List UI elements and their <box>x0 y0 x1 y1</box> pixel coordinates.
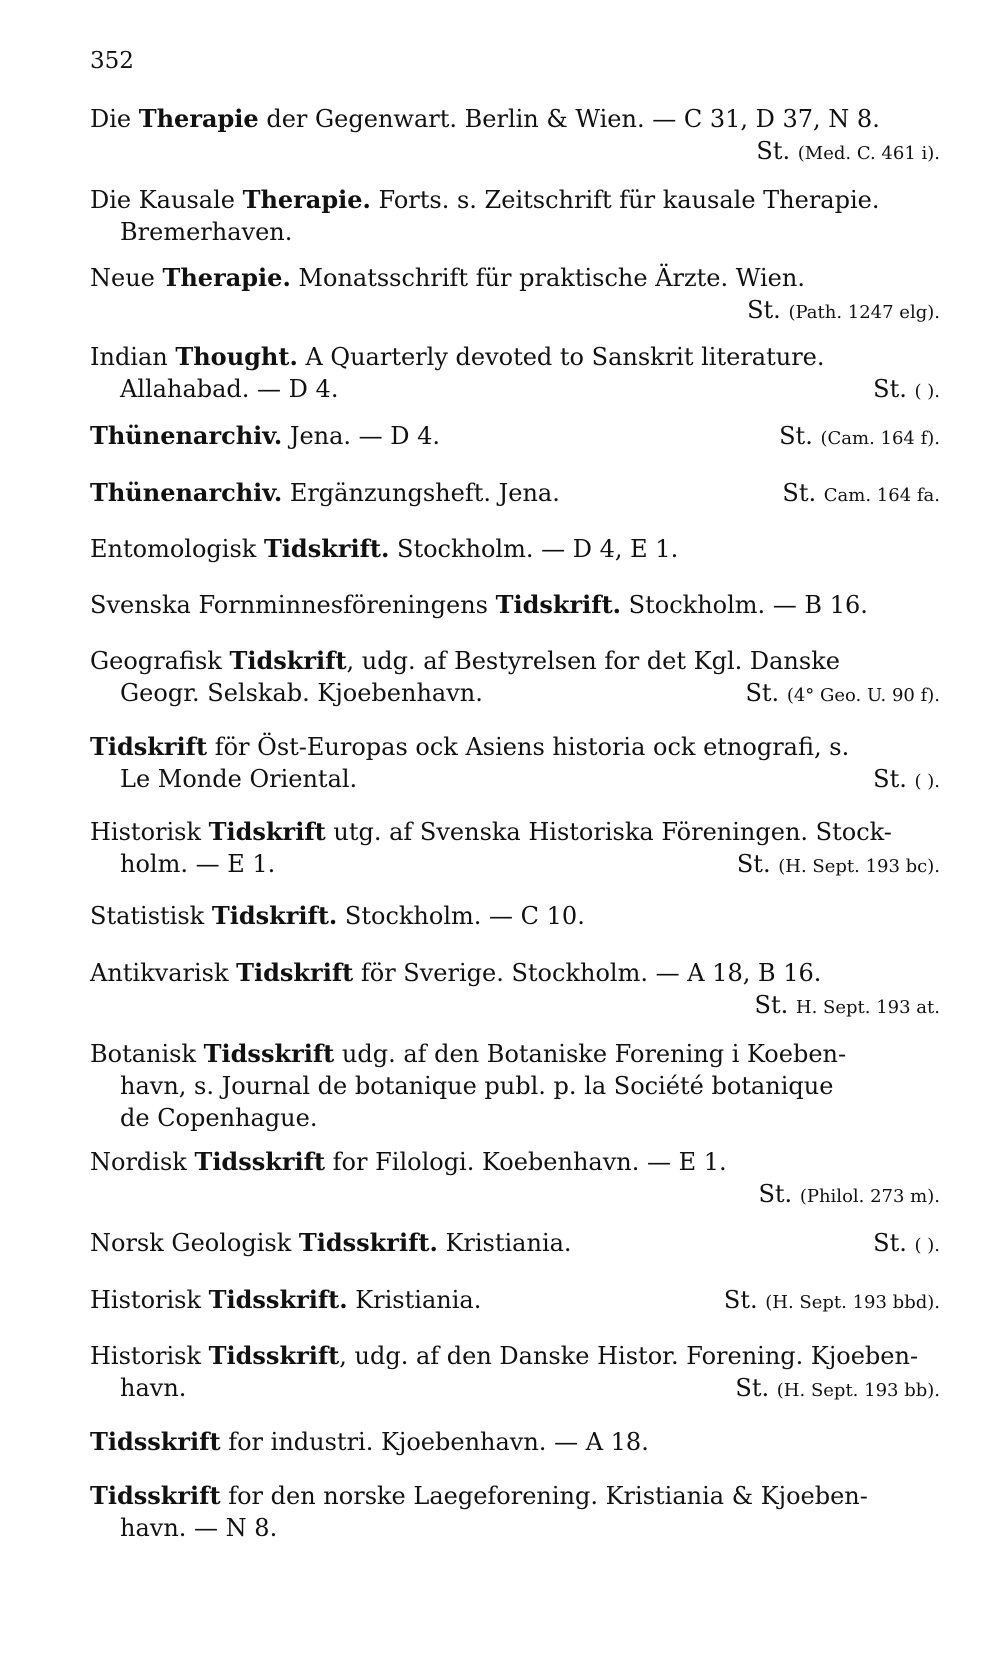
entry-line: Tidsskrift for industri. Kjoebenhavn. — A 18. <box>90 1427 649 1456</box>
shelfmark: St. ( ). <box>873 765 940 793</box>
entry-line <box>90 135 940 167</box>
entry-continuation: Allahabad. — D 4. St. ( ). <box>90 373 940 405</box>
keyword: Tidskrift. <box>263 534 390 563</box>
entry-line: Indian Thought. A Quarterly devoted to Sanskrit literature. <box>90 342 825 371</box>
entry <box>90 900 940 932</box>
entry <box>90 589 940 621</box>
keyword: Tidsskrift <box>208 1341 340 1370</box>
entry-line: Tidskrift för Öst-Europas ock Asiens historia ock etnografi, s. <box>90 732 850 761</box>
entry-continuation: Le Monde Oriental. St. ( ). <box>90 763 940 795</box>
keyword: Tidsskrift <box>90 1427 221 1456</box>
entry-line: Svenska Fornminnesföreningens Tidskrift. Stockholm. — B 16. <box>90 590 868 619</box>
entry-line: Geografisk Tidskrift, udg. af Bestyrelsen for det Kgl. Danske <box>90 646 840 675</box>
keyword: Thünenarchiv. <box>90 478 283 507</box>
entry-line: Thünenarchiv. Ergänzungsheft. Jena. St. Cam. 164 fa. <box>90 477 940 509</box>
entry-line: Historisk Tidsskrift. Kristiania. St. (H. Sept. 193 bbd). <box>90 1284 940 1316</box>
shelfmark: St. (Med. C. 461 i). <box>756 137 940 165</box>
entry <box>90 731 940 795</box>
shelfmark: St. (4° Geo. U. 90 f). <box>745 679 940 707</box>
entry-line: Botanisk Tidsskrift udg. af den Botaniske Forening i Koeben- <box>90 1039 847 1068</box>
keyword: Tidsskrift <box>203 1039 335 1068</box>
entry-continuation: havn. — N 8. <box>120 1514 278 1542</box>
entry-continuation: havn, s. Journal de botanique publ. p. la Société botanique <box>120 1072 834 1100</box>
keyword: Tidsskrift <box>90 1481 221 1510</box>
page-number: 352 <box>90 48 134 74</box>
entry <box>90 957 940 1021</box>
entry-continuation: holm. — E 1. St. (H. Sept. 193 bc). <box>90 848 940 880</box>
entry-continuation: havn. St. (H. Sept. 193 bb). <box>90 1372 940 1404</box>
keyword: Thought. <box>175 342 298 371</box>
entry-line: Historisk Tidsskrift, udg. af den Danske Histor. Forening. Kjoeben- <box>90 1341 919 1370</box>
keyword: Therapie. <box>242 185 371 214</box>
shelfmark: St. Cam. 164 fa. <box>782 479 940 507</box>
entry <box>90 1038 940 1134</box>
entry <box>90 1284 940 1316</box>
entry <box>90 103 940 167</box>
entry <box>90 1480 940 1544</box>
entry-line <box>90 294 940 326</box>
entry-line: Statistisk Tidskrift. Stockholm. — C 10. <box>90 901 585 930</box>
keyword: Tidskrift <box>90 732 208 761</box>
keyword: Tidskrift <box>229 646 347 675</box>
entry <box>90 1340 940 1404</box>
entry <box>90 1227 940 1259</box>
entry <box>90 645 940 709</box>
keyword: Tidsskrift. <box>208 1285 348 1314</box>
shelfmark: St. (H. Sept. 193 bb). <box>735 1374 940 1402</box>
shelfmark: St. H. Sept. 193 at. <box>754 991 940 1019</box>
shelfmark: St. ( ). <box>873 1229 940 1257</box>
entry-line: Die Kausale Therapie. Forts. s. Zeitschrift für kausale Therapie. <box>90 185 880 214</box>
shelfmark: St. (Path. 1247 elg). <box>747 296 940 324</box>
entry-continuation: Geogr. Selskab. Kjoebenhavn. St. (4° Geo. U. 90 f). <box>90 677 940 709</box>
entry-line: Norsk Geologisk Tidsskrift. Kristiania. St. ( ). <box>90 1227 940 1259</box>
entry <box>90 1146 940 1210</box>
keyword: Tidskrift. <box>211 901 338 930</box>
entry-line: Entomologisk Tidskrift. Stockholm. — D 4, E 1. <box>90 534 679 563</box>
entry-line: Antikvarisk Tidskrift för Sverige. Stockholm. — A 18, B 16. <box>90 958 822 987</box>
entry-line: Historisk Tidskrift utg. af Svenska Historiska Föreningen. Stock- <box>90 817 892 846</box>
entry <box>90 341 940 405</box>
entry <box>90 477 940 509</box>
keyword: Therapie. <box>162 263 291 292</box>
entry-line: Thünenarchiv. Jena. — D 4. St. (Cam. 164 f). <box>90 420 940 452</box>
entry-line: Neue Therapie. Monatsschrift für praktische Ärzte. Wien. <box>90 263 805 292</box>
entry <box>90 816 940 880</box>
entry-continuation: de Copenhague. <box>120 1104 318 1132</box>
entry-line: Tidsskrift for den norske Laegeforening. Kristiania & Kjoeben- <box>90 1481 868 1510</box>
entry <box>90 1426 940 1458</box>
keyword: Tidskrift. <box>495 590 622 619</box>
shelfmark: St. (H. Sept. 193 bbd). <box>723 1286 940 1314</box>
shelfmark: St. (Philol. 273 m). <box>758 1180 940 1208</box>
entry-line <box>90 989 940 1021</box>
keyword: Thünenarchiv. <box>90 421 283 450</box>
shelfmark: St. (Cam. 164 f). <box>779 422 940 450</box>
shelfmark: St. ( ). <box>873 375 940 403</box>
entry-line <box>90 1178 940 1210</box>
entry <box>90 420 940 452</box>
shelfmark: St. (H. Sept. 193 bc). <box>736 850 940 878</box>
entry <box>90 184 940 248</box>
keyword: Tidsskrift <box>194 1147 326 1176</box>
entry <box>90 533 940 565</box>
entry <box>90 262 940 326</box>
entry-line: Die Therapie der Gegenwart. Berlin & Wien. — C 31, D 37, N 8. <box>90 104 880 133</box>
entry-line: Nordisk Tidsskrift for Filologi. Koebenhavn. — E 1. <box>90 1147 727 1176</box>
keyword: Tidskrift <box>208 817 326 846</box>
entry-continuation: Bremerhaven. <box>120 218 293 246</box>
keyword: Tidskrift <box>236 958 354 987</box>
keyword: Therapie <box>138 104 259 133</box>
keyword: Tidsskrift. <box>298 1228 438 1257</box>
